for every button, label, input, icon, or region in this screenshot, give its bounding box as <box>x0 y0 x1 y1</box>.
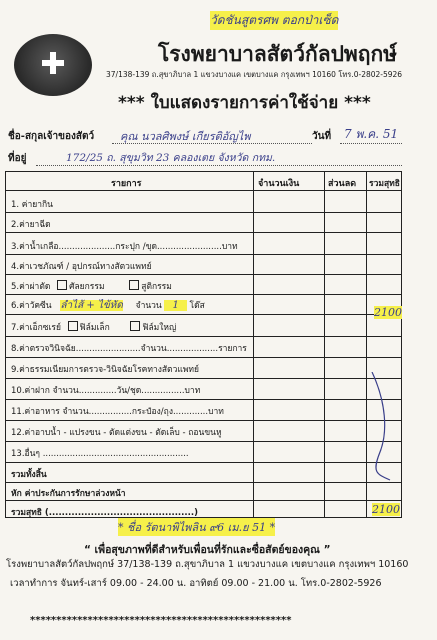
owner-name-value[interactable]: คุณ นวลศิพงษ์ เกียรติอัญไพ <box>120 130 251 143</box>
row-boarding: 10.ค่าฝาก จำนวน..............วัน/ชุด................บาท <box>11 386 201 396</box>
surgery-obstetric-checkbox[interactable] <box>129 280 139 290</box>
header-amount: จำนวนเงิน <box>258 179 300 189</box>
date-value[interactable]: 7 พ.ค. 51 <box>344 127 399 141</box>
net-total-value[interactable]: 2100 <box>372 503 400 516</box>
surgery-general-label: ศัลยกรรม <box>69 282 105 292</box>
row-net-total: รวมสุทธิ (.............................................) <box>11 508 198 518</box>
owner-label: ชื่อ-สกุลเจ้าของสัตว์ <box>8 131 95 142</box>
surgery-general-checkbox[interactable] <box>57 280 67 290</box>
footer-address: โรงพยาบาลสัตว์กัลปพฤกษ์ 37/138-139 ถ.สุขาภิบาล 1 แขวงบางแค เขตบางแค กรุงเทพฯ 10160 <box>6 559 409 570</box>
row-others: 13.อื่นๆ ...................................................... <box>11 449 189 459</box>
vaccine-qty-label: จำนวน <box>135 301 162 311</box>
handwritten-connector-line <box>368 372 398 484</box>
address-label: ที่อยู่ <box>8 153 27 164</box>
row-oral-medicine: 1. ค่ายากิน <box>11 200 53 210</box>
surgery-obstetric-label: สูติกรรม <box>141 282 172 292</box>
vaccine-unit: โด๊ส <box>189 301 205 311</box>
address-value[interactable]: 172/25 ถ. สุขุมวิท 23 คลองเตย จังหวัด กทม. <box>66 152 276 164</box>
vaccine-value[interactable]: ลำไส้ + ไข้หัด <box>60 300 123 311</box>
row-xray <box>11 320 176 334</box>
row-saline: 3.ค่าน้ำเกลือ.....................กระปุก /ขุด........................บาท <box>11 242 238 252</box>
medical-cross-icon <box>42 52 64 74</box>
vaccine-total[interactable]: 2100 <box>374 306 402 319</box>
hospital-name: โรงพยาบาลสัตว์กัลปพฤกษ์ <box>158 42 398 66</box>
xray-small-film-checkbox[interactable] <box>68 321 78 331</box>
hospital-logo <box>14 34 92 96</box>
xray-small-film-label: ฟิล์มเล็ก <box>79 323 110 333</box>
footer-star-divider: ************************************************** <box>30 615 292 626</box>
handwritten-top-note: วัดชันสูตรศพ ตอกป่าเซ็ด <box>210 11 338 30</box>
row-grand-total: รวมทั้งสิ้น <box>11 470 47 480</box>
xray-label: 7.ค่าเอ็กซเรย์ <box>11 323 61 333</box>
row-deduct-deposit: หัก ค่าประกันการรักษาล่วงหน้า <box>11 489 126 499</box>
row-food: 11.ค่าอาหาร จำนวน................กระป๋อง/ถุง.............บาท <box>11 407 224 417</box>
vaccine-label: 6.ค่าวัคซีน <box>11 301 52 311</box>
xray-large-film-label: ฟิล์มใหญ่ <box>142 323 177 333</box>
row-surgery <box>11 279 172 293</box>
header-total: รวมสุทธิ <box>369 179 400 189</box>
expense-table <box>5 171 402 518</box>
footer-slogan: “ เพื่อสุขภาพที่ดีสำหรับเพื่อนที่รักและซื่อสัตย์ของคุณ ” <box>84 544 331 556</box>
row-exam-fee: 9.ค่าธรรมเนียมการตรวจ-วินิจฉัยโรคทางสัตวแพทย์ <box>11 365 200 375</box>
document-title: *** ใบแสดงรายการค่าใช้จ่าย *** <box>118 93 371 113</box>
vaccine-qty-value[interactable]: 1 <box>164 300 186 311</box>
row-grooming: 12.ค่าอาบน้ำ - แปรงขน - ตัดแต่งขน - ตัดเล็บ - ถอนขนหู <box>11 428 222 438</box>
footer-hours: เวลาทำการ จันทร์-เสาร์ 09.00 - 24.00 น. อาทิตย์ 09.00 - 21.00 น. โทร.0-2802-5926 <box>10 578 382 589</box>
col-divider-amount <box>253 172 254 517</box>
hospital-address: 37/138-139 ถ.สุขาภิบาล 1 แขวงบางแค เขตบางแค กรุงเทพฯ 10160 โทร.0-2802-5926 <box>106 70 403 79</box>
row-injection: 2.ค่ายาฉีด <box>11 220 51 230</box>
header-item: รายการ <box>111 179 142 189</box>
row-medical-supplies: 4.ค่าเวชภัณฑ์ / อุปกรณ์ทางสัตวแพทย์ <box>11 262 152 272</box>
handwritten-bottom-note: * ชื่อ รัตนาพิไพลิน ๙6 เม.ย 51 * <box>118 518 275 536</box>
row-diagnosis: 8.ค่าตรวจวินิจฉัย........................จำนวน...................รายการ <box>11 344 247 354</box>
header-discount: ส่วนลด <box>328 179 357 189</box>
surgery-label: 5.ค่าผ่าตัด <box>11 282 51 292</box>
col-divider-total <box>366 172 367 517</box>
xray-large-film-checkbox[interactable] <box>130 321 140 331</box>
date-label: วันที่ <box>312 131 332 142</box>
col-divider-discount <box>324 172 325 517</box>
row-vaccine <box>11 298 205 313</box>
